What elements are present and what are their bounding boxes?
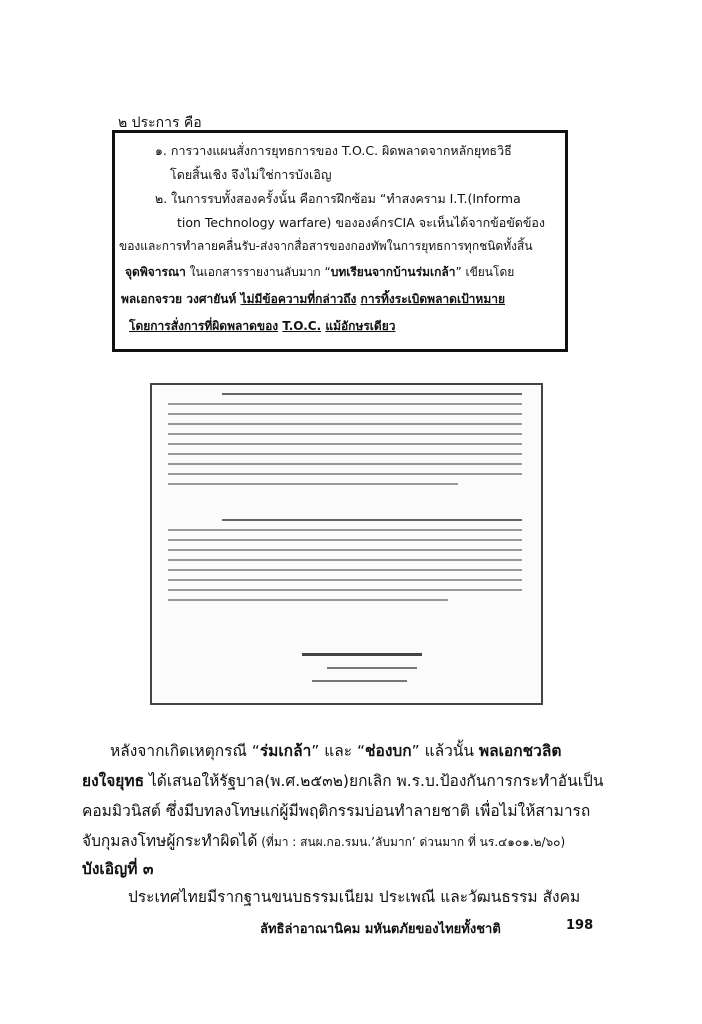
box-line6 bbox=[125, 263, 514, 282]
box-item2-line2: tion Technology warfare) ขององค์กรCIA จะเห็นได้จากข้อขัดข้อง bbox=[177, 215, 546, 230]
para-line1-a: หลังจากเกิดเหตุกรณี “ bbox=[110, 742, 260, 760]
para-line1-c: ” และ “ bbox=[311, 742, 366, 760]
footer-title: ลัทธิล่าอาณานิคม มหันตภัยของไทยทั้งชาติ bbox=[260, 922, 501, 937]
page-number: 198 bbox=[566, 918, 594, 933]
box-line6-text: ในเอกสารรายงานลับมาก “ bbox=[185, 265, 331, 279]
para-line6: ประเทศไทยมีรากฐานขนบธรรมเนียม ประเพณี และวัฒนธรรม สังคม bbox=[128, 888, 581, 906]
para-line1 bbox=[110, 738, 561, 763]
box-line7 bbox=[121, 290, 505, 309]
box-line8 bbox=[129, 317, 395, 336]
box-item2-line1: ๒. ในการรบทั้งสองครั้งนั้น คือการฝึกซ้อม “ทำสงคราม I.T.(Informa bbox=[155, 191, 521, 206]
wrong-order-text: โดยการสั่งการที่ผิดพลาดของ bbox=[129, 319, 279, 333]
general-name-text: พลเอกชวลิต bbox=[478, 742, 562, 760]
report-title: บทเรียนจากบ้านร่มเกล้า bbox=[330, 265, 456, 279]
scanned-document-image bbox=[150, 383, 543, 705]
para-line1-e: ” แล้วนั้น bbox=[411, 742, 479, 760]
para-line4-a: จับกุมลงโทษผู้กระทำผิดได้ bbox=[82, 832, 258, 850]
box-item1-line1: ๑. การวางแผนสั่งการยุทธการของ T.O.C. ผิดพลาดจากหลักยุทธวิธี bbox=[155, 143, 512, 158]
coincidence-heading: บังเอิญที่ ๓ bbox=[82, 860, 154, 878]
bombing-miss-text: การทิ้งระเบิดพลาดเป้าหมาย bbox=[360, 292, 506, 306]
general-surname-text: ยงใจยุทธ bbox=[82, 772, 145, 790]
rom-klao-text: ร่มเกล้า bbox=[259, 742, 312, 760]
box-line6-end: ” เขียนโดย bbox=[455, 265, 515, 279]
para-line4 bbox=[82, 828, 565, 853]
para-line3: คอมมิวนิสต์ ซึ่งมีบทลงโทษแก่ผู้มีพฤติกรรมบ่อนทำลายชาติ เพื่อไม่ให้สามารถ bbox=[82, 802, 591, 820]
box-item1-line2: โดยสิ้นเชิง จึงไม่ใช่การบังเอิญ bbox=[170, 167, 332, 182]
author-name: พลเอกจรวย วงศายันห์ bbox=[121, 292, 237, 306]
para-line2 bbox=[82, 768, 603, 793]
no-mention-text: ไม่มีข้อความที่กล่าวถึง bbox=[240, 292, 357, 306]
toc-text: T.O.C. bbox=[282, 319, 322, 333]
single-letter-text: แม้อักษรเดียว bbox=[325, 319, 396, 333]
key-point-label: จุดพิจารณา bbox=[125, 265, 186, 279]
para-line2-b: ได้เสนอให้รัฐบาล(พ.ศ.๒๕๓๒)ยกเลิก พ.ร.บ.ป้องกันการกระทำอันเป็น bbox=[144, 772, 604, 790]
intro-text: ๒ ประการ คือ bbox=[118, 115, 202, 131]
source-reference: (ที่มา : สนผ.กอ.รมน.’ลับมาก’ ด่วนมาก ที่ นร.๔๑๐๑.๒/๖๐) bbox=[257, 835, 566, 849]
chong-bok-text: ช่องบก bbox=[365, 742, 412, 760]
boxed-quote bbox=[112, 130, 568, 352]
box-item2-line3: ของและการทำลายคลื่นรับ-ส่งจากสื่อสารของกองทัพในการยุทธการทุกชนิดทั้งสิ้น bbox=[119, 239, 533, 253]
